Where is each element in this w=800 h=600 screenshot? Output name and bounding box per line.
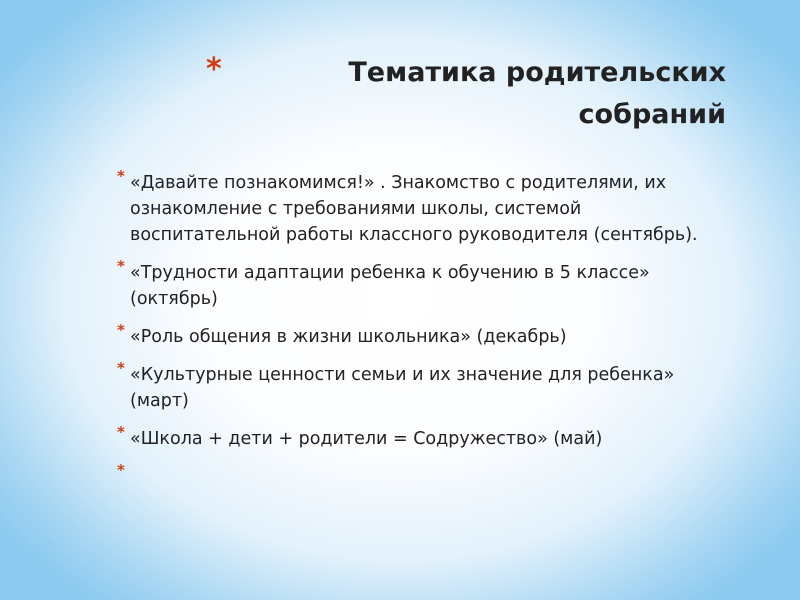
bullet-icon: *	[117, 359, 125, 377]
list-item	[110, 257, 730, 312]
title-bullet-icon: *	[206, 52, 222, 87]
list-item	[110, 321, 730, 350]
title-block	[206, 52, 726, 136]
list-item-text: «Школа + дети + родители = Содружество» (май)	[130, 429, 603, 449]
list-item-text: «Роль общения в жизни школьника» (декабрь)	[130, 327, 567, 347]
list-item-text: «Культурные ценности семьи и их значение для ребенка» (март)	[130, 365, 675, 411]
bullet-icon: *	[117, 423, 125, 441]
bullet-list	[110, 167, 730, 498]
page-title	[206, 52, 726, 136]
list-item-text: «Давайте познакомимся!» . Знакомство с родителями, их ознакомление с требованиями школы, системой воспитательной работы классного руководителя (сентябрь).	[130, 173, 698, 245]
title-line-1: Тематика родительских	[348, 57, 726, 88]
bullet-icon: *	[117, 167, 125, 185]
list-item-text: «Трудности адаптации ребенка к обучению в 5 классе» (октябрь)	[130, 263, 650, 309]
list-item-empty	[110, 461, 730, 486]
list-item	[110, 423, 730, 452]
title-line-2: собраний	[578, 99, 726, 130]
bullet-icon: *	[117, 257, 125, 275]
list-item	[110, 359, 730, 414]
bullet-icon: *	[117, 321, 125, 339]
bullet-icon: *	[117, 461, 125, 479]
list-item	[110, 167, 730, 248]
